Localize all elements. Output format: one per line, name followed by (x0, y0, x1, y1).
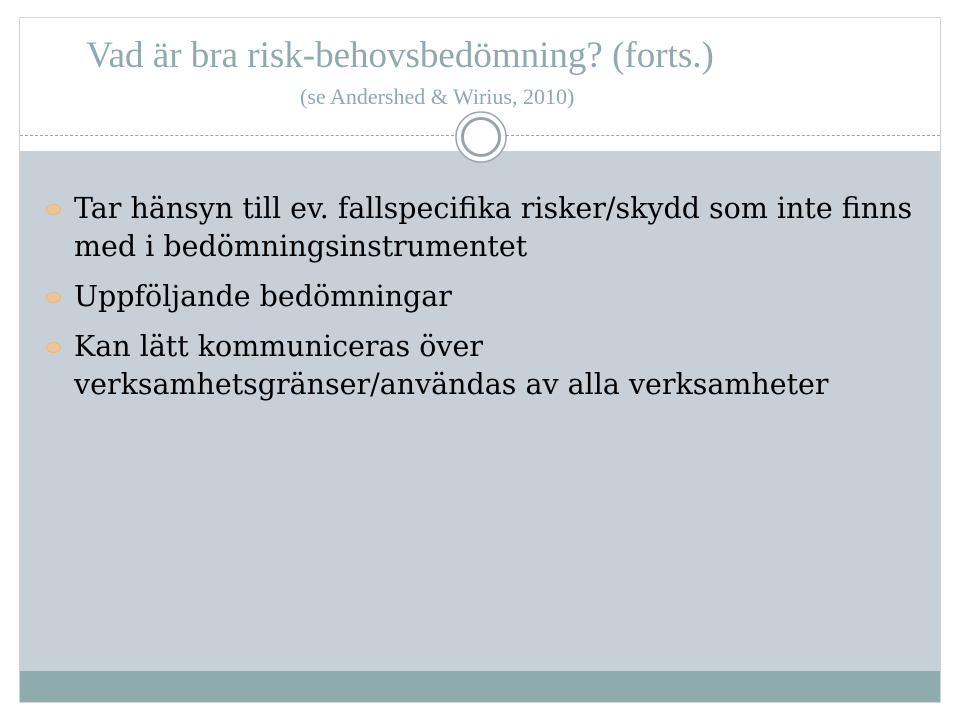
bullet-item (44, 328, 924, 404)
bullet-text: Uppföljande bedömningar (74, 280, 452, 313)
slide-subtitle: (se Andershed & Wirius, 2010) (300, 84, 575, 109)
bullet-list (44, 190, 924, 416)
slide-title: Vad är bra risk-behovsbedömning? (forts.) (86, 35, 714, 76)
bottom-bar (20, 671, 940, 702)
bullet-dot-icon (46, 292, 61, 303)
bullet-item (44, 190, 924, 266)
bullet-text: Tar hänsyn till ev. fallspecifika risker/skydd som inte finns med i bedömningsinstrumentet (74, 192, 913, 263)
bullet-dot-icon (46, 204, 61, 215)
double-circle-ornament-icon (454, 110, 508, 164)
bullet-text: Kan lätt kommuniceras över verksamhetsgränser/användas av alla verksamheter (74, 330, 829, 401)
bullet-dot-icon (46, 342, 61, 353)
bullet-item (44, 278, 924, 316)
